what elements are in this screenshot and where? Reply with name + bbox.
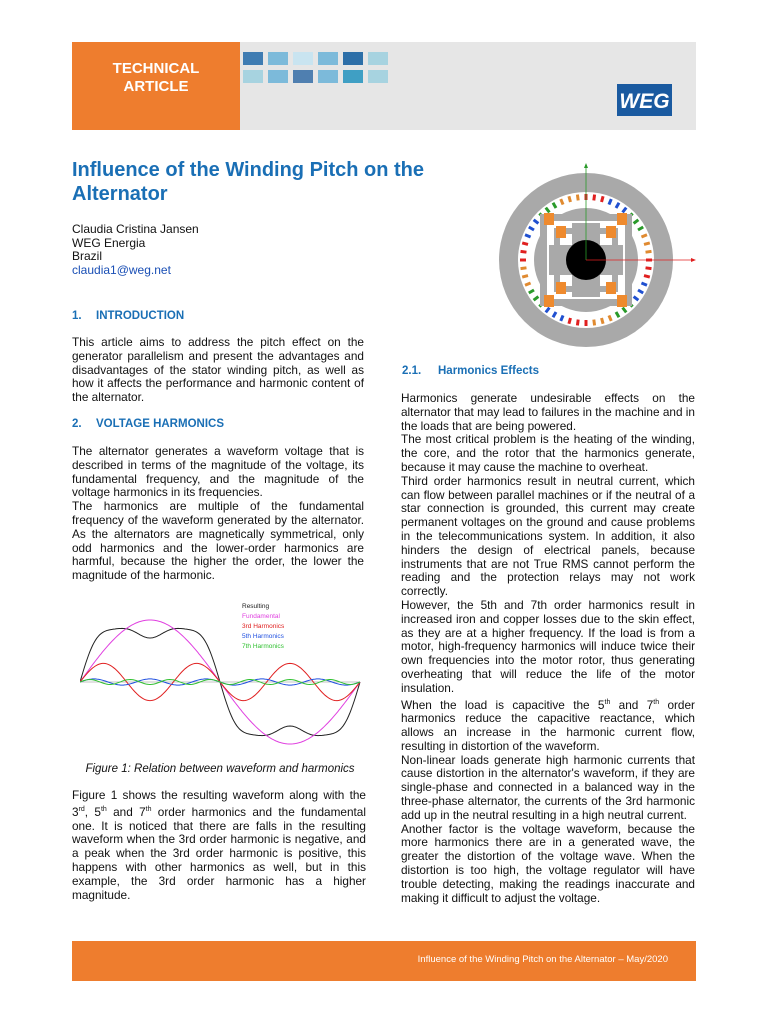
decorative-square [243, 52, 263, 65]
decorative-square [368, 70, 388, 83]
decorative-square [343, 70, 363, 83]
harmonics-effects-number: 2.1. [402, 365, 422, 377]
right-p5: When the load is capacitive the 5th and 7th order harmonics reduce the capacitive reactance, which allows an increase in the harmonic current flow, resulting in distortion of the waveform. [401, 697, 695, 753]
voltage-heading [72, 418, 224, 430]
author-name: Claudia Cristina Jansen [72, 222, 199, 236]
stator-slot [520, 259, 526, 262]
author-country: Brazil [72, 249, 103, 263]
article-type-line2: ARTICLE [123, 78, 189, 95]
author-company: WEG Energia [72, 235, 146, 250]
voltage-paragraph [72, 445, 364, 583]
voltage-number: 2. [72, 418, 82, 430]
stator-slot [585, 320, 588, 326]
harmonics-effects-heading [402, 365, 539, 377]
figure-paragraph: Figure 1 shows the resulting waveform along with the 3rd, 5th and 7th order harmonics and the fundamental one. It is noticed that there are falls in the resulting waveform when the 3rd order harmonic is negative, and a peak when the 3rd order harmonic is positive, this happens with other harmonics as well, but in this example, the 3rd order harmonic has a higher magnitude. [72, 788, 366, 902]
right-p1: Harmonics generate undesirable effects on the alternator that may lead to failures in the machine and in the loads that are being powered. [401, 391, 695, 433]
decorative-square [268, 70, 288, 83]
intro-paragraph: This article aims to address the pitch effect on the generator parallelism and present the advantages and disadvantages of the stator winding pitch, as well as how it affects the performance and harmonic content of the alternator. [72, 335, 364, 405]
decorative-square [318, 70, 338, 83]
decorative-square [343, 52, 363, 65]
article-type-line1: TECHNICAL [112, 60, 200, 77]
logo-text: WEG [619, 90, 670, 113]
voltage-p2: The harmonics are multiple of the fundamental frequency of the waveform generated by the alternator. As the alternators are magnetically symmetrical, only odd harmonics and the lower-order harmonics are harmful, because the higher the order, the lower the magnitude of the harmonic. [72, 499, 364, 583]
weg-logo [617, 84, 672, 116]
alternator-cross-section-figure [488, 163, 700, 353]
right-p4: However, the 5th and 7th order harmonics result in increased iron and copper losses due to the skin effect, as they are at a higher frequency. If the load is from a motor, high-frequency harmonics will induce twice their own frequencies into the motor rotor, thus generating overheating that will reduce the life of the motor insulation. [401, 597, 695, 695]
decorative-square [243, 70, 263, 83]
legend-entry: Resulting [242, 603, 270, 610]
right-p3: Third order harmonics result in neutral current, which can flow between parallel machines or if the neutral of a star connection is grounded, this current may create permanent voltages on the ground and cause problems in the telecommunications system. In addition, it also hinders the design of electrical panels, because instruments that are not True RMS cannot perform the reading and the protection relays may not work correctly. [401, 473, 695, 599]
harmonics-effects-title: Harmonics Effects [438, 365, 539, 377]
author-email[interactable]: claudia1@weg.net [72, 262, 171, 277]
right-p7: Another factor is the voltage waveform, because the more harmonics there are in a generated wave, the greater the distortion of the voltage wave. When the distortion is too high, the voltage regulator will have trouble detecting, making the readings inaccurate and making it difficult to adjust the voltage. [401, 821, 695, 905]
author-block [72, 223, 199, 277]
figure-caption: Figure 1: Relation between waveform and harmonics [85, 763, 355, 775]
right-p6: Non-linear loads generate high harmonic currents that cause distortion in the alternator's waveform, if they are single-phase and connected in a balanced way in the three-phase alternator, the currents of the 3rd harmonic add up in the neutral resulting in a high neutral current. [401, 752, 695, 822]
legend-entry: 7th Harmonics [242, 643, 284, 650]
voltage-p1: The alternator generates a waveform voltage that is described in terms of the magnitude of the voltage, its fundamental frequency, and the magnitude of the voltage harmonics in its frequencies. [72, 444, 364, 500]
harmonics-effects-text [401, 392, 695, 905]
article-title: Influence of the Winding Pitch on the Alternator [72, 159, 425, 205]
intro-title: INTRODUCTION [96, 310, 185, 322]
decorative-square [293, 70, 313, 83]
intro-heading [72, 310, 184, 322]
voltage-title: VOLTAGE HARMONICS [96, 418, 224, 430]
legend-entry: Fundamental [242, 613, 280, 620]
decorative-square [268, 52, 288, 65]
legend-entry: 3rd Harmonics [242, 623, 285, 630]
footer-text: Influence of the Winding Pitch on the Alternator – May/2020 [417, 954, 668, 965]
decorative-square [368, 52, 388, 65]
legend-entry: 5th Harmonics [242, 633, 284, 640]
article-type-label [72, 60, 240, 96]
harmonics-waveform-figure [80, 596, 362, 766]
intro-number: 1. [72, 310, 82, 322]
right-p2: The most critical problem is the heating of the winding, the core, and the rotor that the harmonics generate, because it may cause the machine to overheat. [401, 432, 695, 474]
decorative-square [293, 52, 313, 65]
decorative-square [318, 52, 338, 65]
